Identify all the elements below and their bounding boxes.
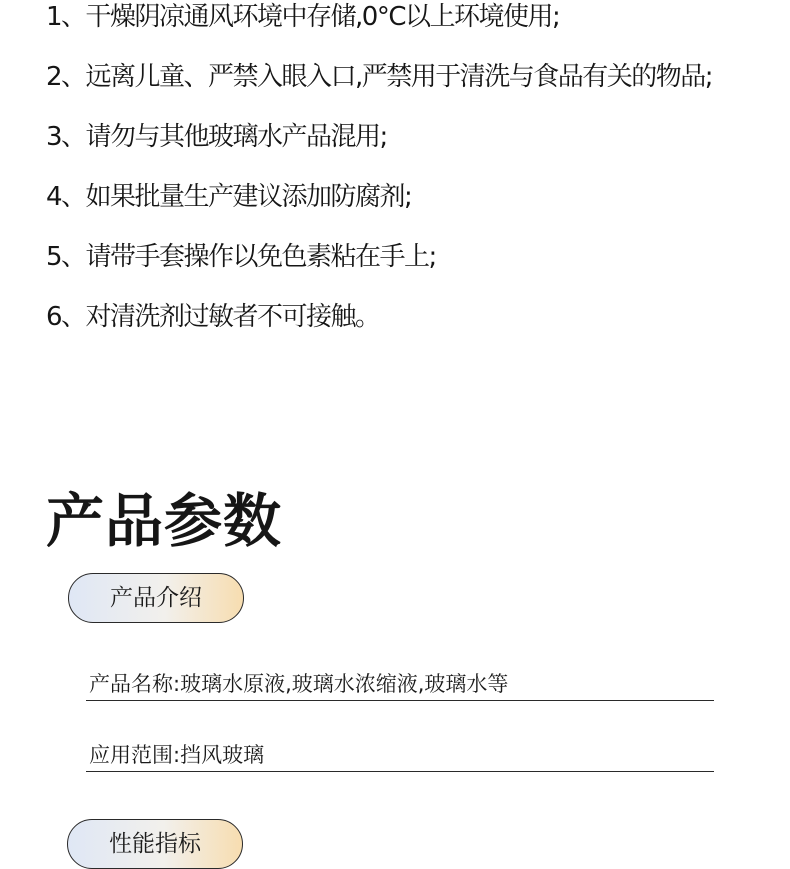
param-label: 产品名称: bbox=[89, 672, 181, 696]
section-title: 产品参数 bbox=[46, 487, 283, 555]
intro-pill: 产品介绍 bbox=[68, 573, 244, 623]
performance-pill: 性能指标 bbox=[67, 819, 243, 869]
param-row-application bbox=[86, 741, 714, 772]
param-value: 挡风玻璃 bbox=[180, 743, 265, 767]
note-2: 2、远离儿童、严禁入眼入口,严禁用于清洗与食品有关的物品; bbox=[46, 62, 713, 92]
note-5: 5、请带手套操作以免色素粘在手上; bbox=[46, 242, 436, 272]
param-label: 应用范围: bbox=[89, 743, 181, 767]
note-3: 3、请勿与其他玻璃水产品混用; bbox=[46, 122, 387, 152]
note-6: 6、对清洗剂过敏者不可接触。 bbox=[46, 302, 380, 332]
note-4: 4、如果批量生产建议添加防腐剂; bbox=[46, 182, 412, 212]
note-1: 1、干燥阴凉通风环境中存储,0°C以上环境使用; bbox=[46, 2, 560, 32]
param-value: 玻璃水原液,玻璃水浓缩液,玻璃水等 bbox=[180, 672, 509, 696]
param-row-name bbox=[86, 670, 714, 701]
